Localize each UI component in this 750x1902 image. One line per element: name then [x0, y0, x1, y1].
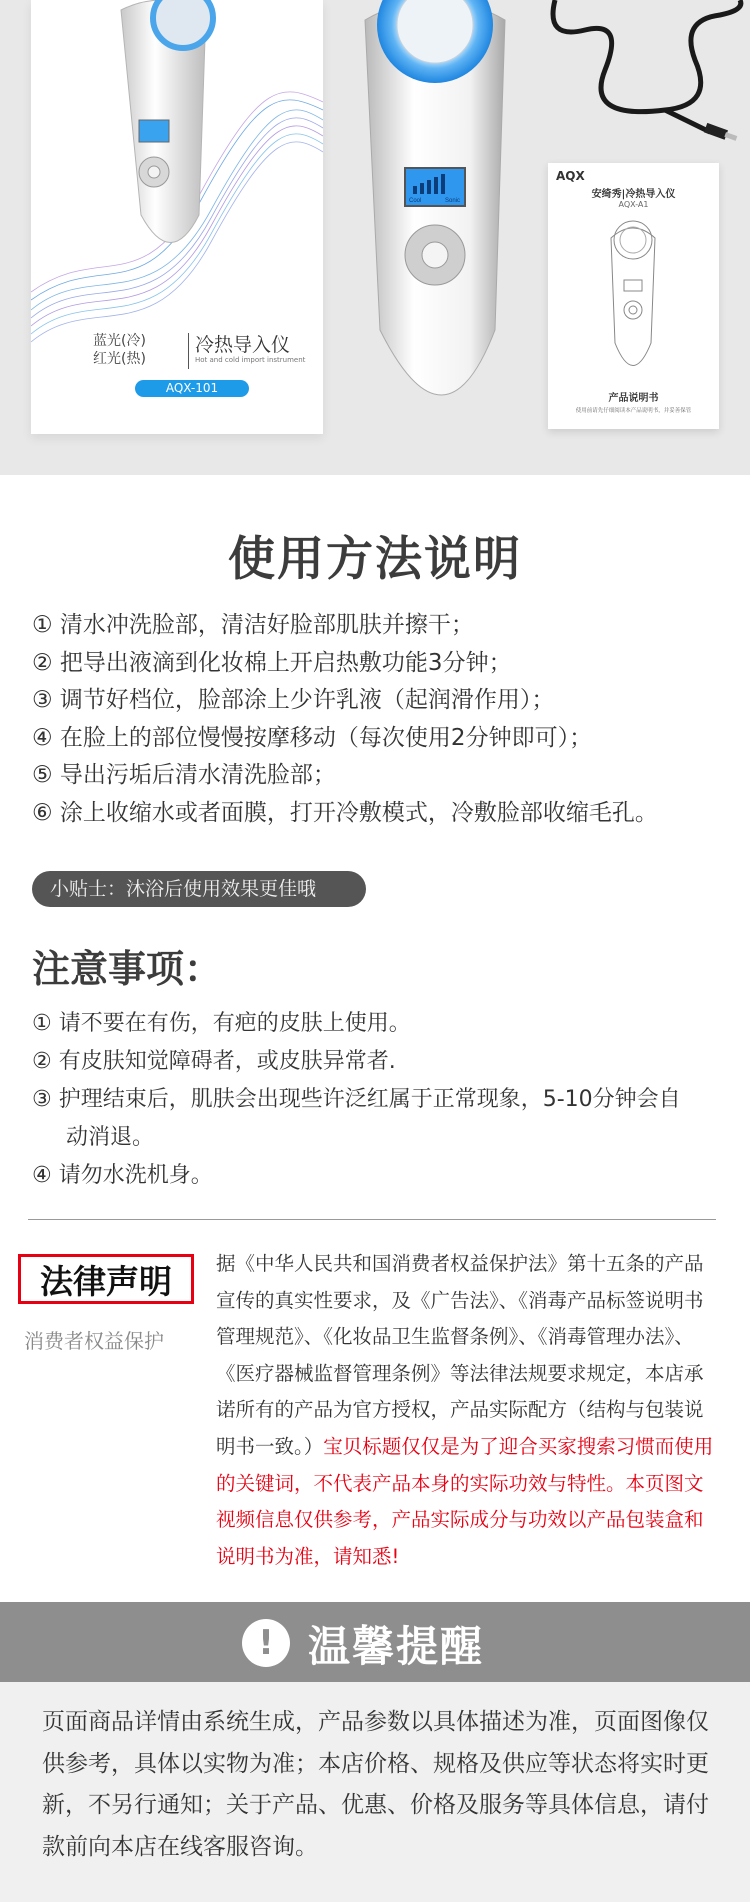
manual-logo: AQX	[556, 169, 585, 183]
usage-step: ⑤ 导出污垢后清水清洗脸部；	[32, 762, 336, 788]
box-title: 冷热导入仪	[195, 334, 291, 356]
cable-illustration	[545, 0, 750, 150]
manual-title: 安绮秀|冷热导入仪	[591, 189, 676, 200]
legal-statement	[216, 1246, 716, 1575]
manual-note: 使用前请先仔细阅读本产品说明书，并妥善保管	[575, 408, 692, 414]
usage-title: 使用方法说明	[228, 532, 522, 587]
notice-items	[32, 1005, 692, 1195]
reminder-text: 页面商品详情由系统生成，产品参数以具体描述为准，页面图像仅供参考，具体以实物为准；本店价格、规格及供应等状态将实时更新，不另行通知；关于产品、优惠、价格及服务等具体信息，请付款前向本店在线客服咨询。	[42, 1709, 709, 1860]
usage-steps	[32, 607, 732, 832]
device-screen-right: Sonic	[445, 198, 461, 204]
usage-step: ⑥ 涂上收缩水或者面膜，打开冷敷模式，冷敷脸部收缩毛孔。	[32, 799, 658, 826]
notice-item: ③ 护理结束后，肌肤会出现些许泛红属于正常现象，5-10分钟会自动消退。	[32, 1087, 681, 1150]
exclamation-icon: !	[242, 1619, 290, 1667]
product-box	[31, 0, 323, 434]
notice-item: ② 有皮肤知觉障碍者，或皮肤异常者.	[32, 1049, 396, 1074]
box-divider	[188, 333, 189, 369]
notice-item: ④ 请勿水洗机身。	[32, 1163, 213, 1188]
section-divider	[28, 1219, 716, 1220]
legal-title: 法律声明	[18, 1254, 194, 1304]
notice-title: 注意事项：	[32, 947, 223, 991]
legal-subtitle: 消费者权益保护	[24, 1329, 164, 1353]
instruction-manual	[548, 163, 719, 429]
usage-step: ④ 在脸上的部位慢慢按摩移动（每次使用2分钟即可）；	[32, 724, 593, 751]
manual-device-sketch	[603, 218, 663, 383]
manual-name: 产品说明书	[608, 393, 659, 404]
box-model-badge: AQX-101	[135, 380, 249, 397]
usage-step: ① 清水冲洗脸部，清洁好脸部肌肤并擦干；	[32, 612, 474, 638]
reminder-title: 温馨提醒	[308, 1622, 485, 1671]
legal-text-warning: 宝贝标题仅仅是为了迎合买家搜索习惯而使用的关键词，不代表产品本身的实际功效与特性。本页图文视频信息仅供参考，产品实际成分与功效以产品包装盒和说明书为准，请知悉!	[216, 1434, 714, 1568]
usage-step: ② 把导出液滴到化妆棉上开启热敷功能3分钟；	[32, 649, 512, 676]
notice-item: ① 请不要在有伤，有疤的皮肤上使用。	[32, 1011, 411, 1036]
device-illustration	[345, 0, 525, 440]
box-device-illustration	[31, 0, 323, 300]
box-subtitle: Hot and cold import instrument	[195, 356, 306, 364]
legal-text-normal: 据《中华人民共和国消费者权益保护法》第十五条的产品宣传的真实性要求，及《广告法》、《消毒产品标签说明书管理规范》、《化妆品卫生监督条例》、《消毒管理办法》、《医疗器械监督管理条例》等法律法规要求规定，本店承诺所有的产品为官方授权，产品实际配方（结构与包装说明书一致。）	[216, 1252, 704, 1458]
reminder-header	[0, 1602, 750, 1682]
manual-model: AQX-A1	[618, 200, 649, 209]
tip-badge: 小贴士：沐浴后使用效果更佳哦	[32, 871, 366, 907]
reminder-body	[0, 1682, 750, 1902]
product-hero	[0, 0, 750, 475]
usage-step: ③ 调节好档位，脸部涂上少许乳液（起润滑作用）；	[32, 687, 555, 713]
device-screen-left: Cool	[409, 198, 422, 204]
box-light-label: 蓝光(冷) 红光(热)	[93, 333, 146, 367]
